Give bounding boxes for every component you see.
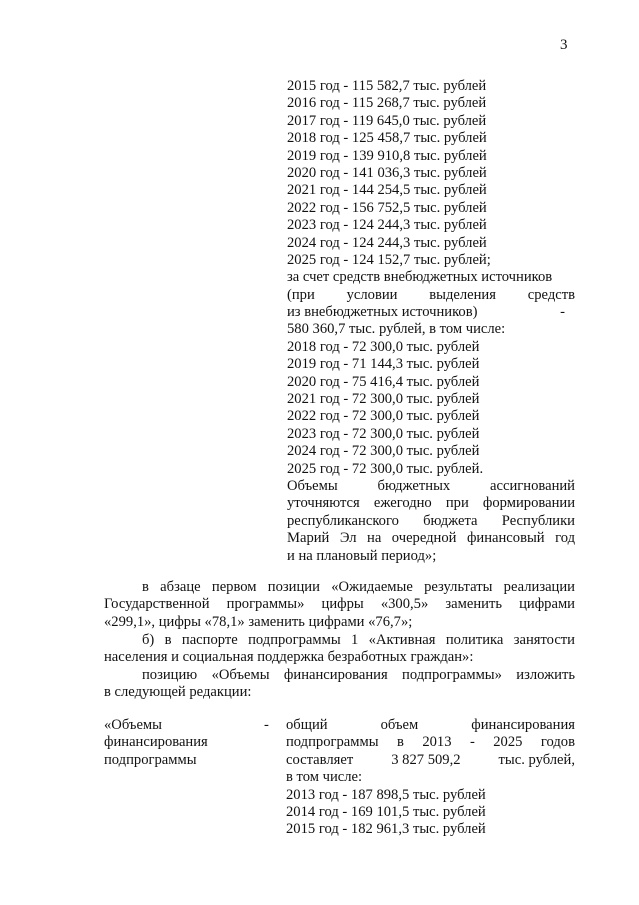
year-line: 2021 год - 72 300,0 тыс. рублей [287,391,480,408]
extrabudget-condition: (при условии выделения средств [287,286,575,303]
year-line: 2018 год - 125 458,7 тыс. рублей [287,130,487,147]
year-line: 2022 год - 72 300,0 тыс. рублей [287,408,480,425]
label-line: «Объемы [104,717,162,733]
financing-line: подпрограммы в 2013 - 2025 годов [286,734,575,751]
year-line: 2019 год - 71 144,3 тыс. рублей [287,356,480,373]
extrabudget-total: 580 360,7 тыс. рублей, в том числе: [287,321,506,338]
paragraph-line: населения и социальная поддержка безработных граждан»: [104,649,474,666]
note-line: Объемы бюджетных ассигнований [287,477,575,494]
label-line: финансирования [104,734,208,751]
year-line: 2017 год - 119 645,0 тыс. рублей [287,112,487,129]
year-line: 2020 год - 75 416,4 тыс. рублей [287,373,480,390]
year-line: 2021 год - 144 254,5 тыс. рублей [287,182,487,199]
top-financing-block [287,78,575,565]
dash: - [560,304,565,321]
extrabudget-heading: за счет средств внебюджетных источников [287,269,553,286]
year-line: 2015 год - 115 582,7 тыс. рублей [287,78,487,94]
dash: - [264,717,269,733]
paragraph-subprogram-passport [104,632,575,667]
paragraph-line: в следующей редакции: [104,684,252,701]
label-line: подпрограммы [104,751,197,768]
paragraph-line: в абзаце первом позиции «Ожидаемые результаты реализации [142,579,575,595]
year-line: 2022 год - 156 752,5 тыс. рублей [287,199,487,216]
year-line: 2024 год - 124 244,3 тыс. рублей [287,234,487,251]
financing-total-line [286,752,575,769]
year-line: 2013 год - 187 898,5 тыс. рублей [286,786,486,803]
note-line: республиканского бюджета Республики [287,512,575,529]
financing-total: 3 827 509,2 [391,751,461,768]
year-line: 2023 год - 72 300,0 тыс. рублей [287,425,480,442]
page-number: 3 [560,37,568,53]
position-label [104,717,274,769]
paragraph-expected-results [104,579,575,631]
year-line: 2016 год - 115 268,7 тыс. рублей [287,95,487,112]
year-line: 2015 год - 182 961,3 тыс. рублей [286,821,486,838]
year-line: 2025 год - 124 152,7 тыс. рублей; [287,251,491,268]
note-line: уточняются ежегодно при формировании [287,495,575,512]
financing-verb: составляет [286,751,354,768]
year-line: 2024 год - 72 300,0 тыс. рублей [287,443,480,460]
extrabudget-source-text: из внебюджетных источников) [287,304,478,321]
paragraph-position-edit [104,667,575,702]
financing-line: в том числе: [286,769,363,786]
financing-unit: тыс. рублей, [498,751,575,768]
subprogram-financing-block [286,717,575,839]
year-line: 2014 год - 169 101,5 тыс. рублей [286,803,486,820]
note-line: и на плановый период»; [287,547,437,564]
note-line: Марий Эл на очередной финансовый год [287,530,575,547]
year-line: 2019 год - 139 910,8 тыс. рублей [287,147,487,164]
year-line: 2023 год - 124 244,3 тыс. рублей [287,217,487,234]
paragraph-line: «299,1», цифры «78,1» заменить цифрами «76,7»; [104,613,413,630]
extrabudget-source-line [287,304,575,321]
paragraph-line: б) в паспорте подпрограммы 1 «Активная политика занятости [142,632,575,648]
paragraph-line: Государственной программы» цифры «300,5» заменить цифрами [104,596,575,613]
paragraph-line: позицию «Объемы финансирования подпрограммы» изложить [142,667,575,683]
year-line: 2018 год - 72 300,0 тыс. рублей [287,338,480,355]
year-line: 2020 год - 141 036,3 тыс. рублей [287,164,487,181]
year-line: 2025 год - 72 300,0 тыс. рублей. [287,460,484,477]
financing-line: общий объем финансирования [286,717,575,733]
